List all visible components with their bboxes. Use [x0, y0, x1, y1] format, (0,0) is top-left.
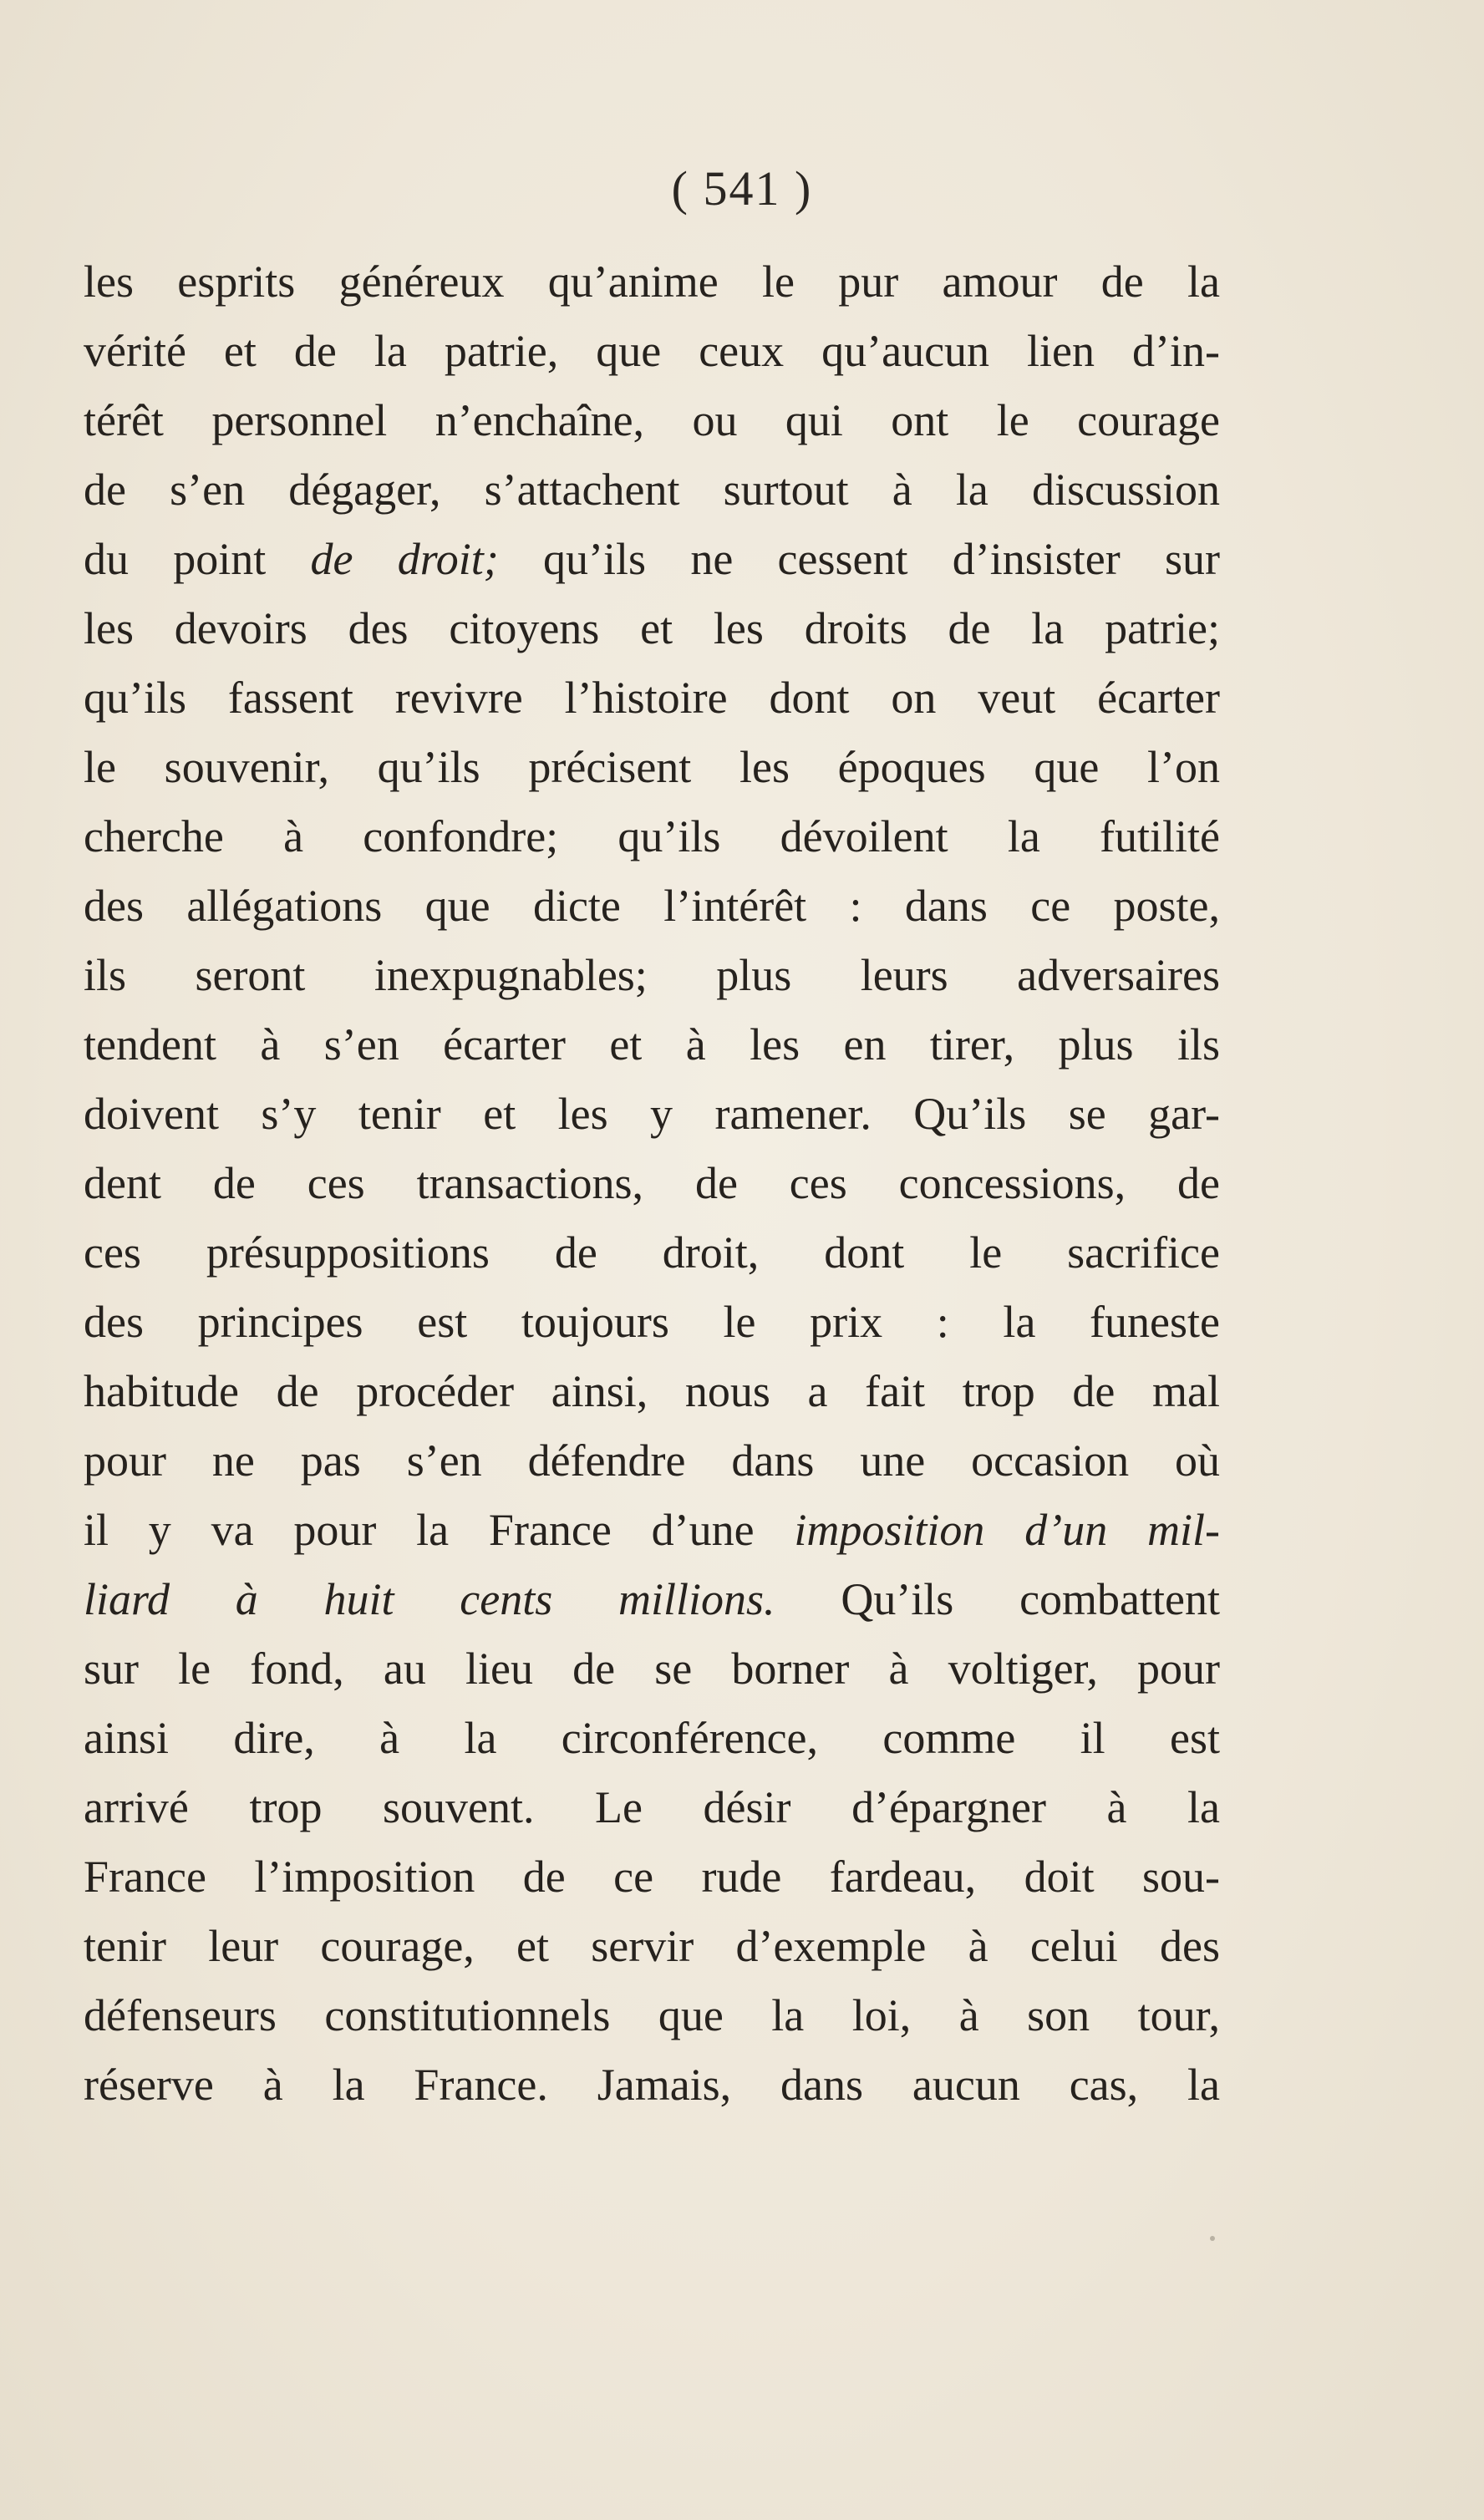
- text-line: [84, 1149, 1220, 1218]
- text-run: du point: [84, 534, 311, 584]
- text-run: tendent à s’en écarter et à les en tirer, plus ils: [84, 1019, 1220, 1069]
- text-line: [84, 733, 1220, 802]
- text-line: [84, 1634, 1220, 1704]
- text-line: [84, 1842, 1220, 1912]
- body-text: [84, 247, 1220, 2120]
- text-run: des allégations que dicte l’intérêt : dans ce poste,: [84, 881, 1220, 931]
- text-line: [84, 663, 1220, 733]
- text-line: [84, 871, 1220, 941]
- text-run: le souvenir, qu’ils précisent les époques que l’on: [84, 742, 1220, 792]
- text-run: cherche à confondre; qu’ils dévoilent la futilité: [84, 811, 1220, 861]
- text-line: [84, 1080, 1220, 1149]
- text-line: [84, 594, 1220, 663]
- text-run: les esprits généreux qu’anime le pur amour de la: [84, 257, 1220, 307]
- text-line: [84, 317, 1220, 386]
- text-line: [84, 1496, 1220, 1565]
- text-run: défenseurs constitutionnels que la loi, à son tour,: [84, 1990, 1220, 2040]
- page-number: ( 541 ): [671, 161, 813, 216]
- text-run: habitude de procéder ainsi, nous a fait trop de mal: [84, 1366, 1220, 1416]
- text-run: ainsi dire, à la circonférence, comme il est: [84, 1713, 1220, 1763]
- text-line: [84, 1704, 1220, 1773]
- text-run: vérité et de la patrie, que ceux qu’aucun lien d’in-: [84, 326, 1220, 376]
- text-line: [84, 1357, 1220, 1426]
- text-run: sur le fond, au lieu de se borner à voltiger, pour: [84, 1644, 1220, 1694]
- text-run: dent de ces transactions, de ces concessions, de: [84, 1158, 1220, 1208]
- text-run: térêt personnel n’enchaîne, ou qui ont le courage: [84, 395, 1220, 445]
- text-line: [84, 1288, 1220, 1357]
- text-run: arrivé trop souvent. Le désir d’épargner à la: [84, 1782, 1220, 1832]
- text-line: [84, 1218, 1220, 1288]
- text-run: pour ne pas s’en défendre dans une occasion où: [84, 1435, 1220, 1486]
- text-line: [84, 1981, 1220, 2050]
- text-run: qu’ils fassent revivre l’histoire dont on veut écarter: [84, 673, 1220, 723]
- paper-speck: [1210, 2236, 1215, 2241]
- text-line: [84, 386, 1220, 455]
- italic-text: imposition d’un mil-: [794, 1505, 1220, 1555]
- text-line: [84, 455, 1220, 525]
- text-line: [84, 802, 1220, 871]
- text-line: [84, 247, 1220, 317]
- text-line: [84, 1565, 1220, 1634]
- text-run: des principes est toujours le prix : la funeste: [84, 1297, 1220, 1347]
- text-line: [84, 2050, 1220, 2120]
- text-run: doivent s’y tenir et les y ramener. Qu’ils se gar-: [84, 1089, 1220, 1139]
- text-run: tenir leur courage, et servir d’exemple à celui des: [84, 1921, 1220, 1971]
- text-run: de s’en dégager, s’attachent surtout à la discussion: [84, 465, 1220, 515]
- italic-text: de droit;: [310, 534, 499, 584]
- text-run: qu’ils ne cessent d’insister sur: [498, 534, 1220, 584]
- text-run: ils seront inexpugnables; plus leurs adversaires: [84, 950, 1220, 1000]
- text-run: ces présuppositions de droit, dont le sacrifice: [84, 1227, 1220, 1278]
- text-line: [84, 1773, 1220, 1842]
- text-run: Qu’ils combattent: [775, 1574, 1221, 1624]
- text-run: France l’imposition de ce rude fardeau, doit sou-: [84, 1852, 1220, 1902]
- text-run: les devoirs des citoyens et les droits de la patrie;: [84, 603, 1220, 653]
- text-line: [84, 1426, 1220, 1496]
- text-line: [84, 941, 1220, 1010]
- text-line: [84, 525, 1220, 594]
- text-line: [84, 1010, 1220, 1080]
- text-run: il y va pour la France d’une: [84, 1505, 795, 1555]
- italic-text: liard à huit cents millions.: [84, 1574, 775, 1624]
- text-run: réserve à la France. Jamais, dans aucun cas, la: [84, 2060, 1220, 2110]
- text-line: [84, 1912, 1220, 1981]
